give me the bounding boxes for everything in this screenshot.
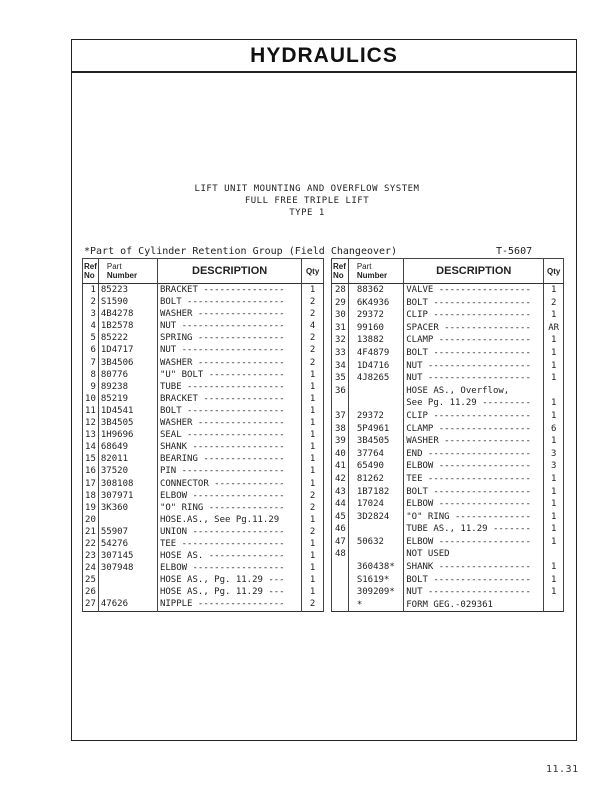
qty-cell: 1 bbox=[544, 360, 564, 373]
ref-no-cell: 34 bbox=[332, 360, 349, 373]
table-row bbox=[83, 344, 324, 356]
table-row bbox=[83, 598, 324, 611]
qty-cell: 1 bbox=[302, 284, 324, 297]
qty-cell: 1 bbox=[302, 441, 324, 453]
table-row bbox=[83, 502, 324, 514]
part-number-cell: 85219 bbox=[98, 393, 157, 405]
part-number-cell: 1B2578 bbox=[98, 320, 157, 332]
part-number-cell: 50632 bbox=[348, 536, 403, 549]
ref-no-cell: 12 bbox=[83, 417, 99, 429]
ref-no-cell: 28 bbox=[332, 284, 349, 297]
ref-no-cell: 9 bbox=[83, 381, 99, 393]
ref-no-cell: 4 bbox=[83, 320, 99, 332]
ref-no-cell bbox=[332, 599, 349, 612]
qty-cell: 1 bbox=[302, 586, 324, 598]
ref-no-cell: 10 bbox=[83, 393, 99, 405]
table-row bbox=[83, 453, 324, 465]
description-cell: CLAMP ----------------- bbox=[404, 334, 544, 347]
qty-cell bbox=[544, 385, 564, 398]
table-row bbox=[332, 498, 564, 511]
ref-no-cell: 15 bbox=[83, 453, 99, 465]
qty-cell: 3 bbox=[544, 448, 564, 461]
ref-no-cell: 2 bbox=[83, 296, 99, 308]
qty-cell: 1 bbox=[302, 574, 324, 586]
part-number-cell: 307971 bbox=[98, 490, 157, 502]
qty-cell: AR bbox=[544, 322, 564, 335]
table-row bbox=[332, 385, 564, 398]
table-row bbox=[332, 448, 564, 461]
part-number-cell: 1H9696 bbox=[98, 429, 157, 441]
part-number-cell: 82011 bbox=[98, 453, 157, 465]
part-number-cell: 307145 bbox=[98, 550, 157, 562]
page-number: 11.31 bbox=[546, 764, 579, 775]
ref-no-cell: 19 bbox=[83, 502, 99, 514]
part-number-cell: 3D2824 bbox=[348, 511, 403, 524]
qty-cell: 1 bbox=[302, 429, 324, 441]
description-cell: BOLT ------------------ bbox=[404, 347, 544, 360]
table-row bbox=[332, 548, 564, 561]
table-row bbox=[332, 372, 564, 385]
description-cell: WASHER ---------------- bbox=[157, 417, 301, 429]
description-cell: See Pg. 11.29 --------- bbox=[404, 397, 544, 410]
part-number-cell: 47626 bbox=[98, 598, 157, 611]
description-cell: ELBOW ----------------- bbox=[404, 536, 544, 549]
description-cell: "O" RING -------------- bbox=[404, 511, 544, 524]
qty-cell: 1 bbox=[302, 453, 324, 465]
ref-no-cell: 21 bbox=[83, 526, 99, 538]
qty-cell: 2 bbox=[302, 502, 324, 514]
qty-cell: 1 bbox=[544, 372, 564, 385]
table-row bbox=[83, 308, 324, 320]
table-row bbox=[83, 429, 324, 441]
qty-cell: 1 bbox=[544, 397, 564, 410]
section-header bbox=[72, 40, 576, 73]
ref-no-cell: 32 bbox=[332, 334, 349, 347]
ref-no-cell: 26 bbox=[83, 586, 99, 598]
description-cell: TEE ------------------- bbox=[404, 473, 544, 486]
ref-no-cell: 43 bbox=[332, 486, 349, 499]
qty-cell: 2 bbox=[302, 308, 324, 320]
qty-cell: 1 bbox=[544, 486, 564, 499]
description-cell: NUT ------------------- bbox=[157, 344, 301, 356]
table-row bbox=[332, 334, 564, 347]
qty-cell: 1 bbox=[302, 478, 324, 490]
qty-cell: 3 bbox=[544, 460, 564, 473]
ref-no-cell: 24 bbox=[83, 562, 99, 574]
qty-cell: 6 bbox=[544, 423, 564, 436]
part-number-cell: 3K360 bbox=[98, 502, 157, 514]
part-number-cell: 37764 bbox=[348, 448, 403, 461]
description-cell: NIPPLE ---------------- bbox=[157, 598, 301, 611]
qty-cell: 1 bbox=[302, 417, 324, 429]
ref-no-cell: 23 bbox=[83, 550, 99, 562]
qty-cell: 1 bbox=[544, 561, 564, 574]
part-number-cell bbox=[98, 514, 157, 526]
description-cell: PIN ------------------- bbox=[157, 465, 301, 477]
ref-no-cell: 25 bbox=[83, 574, 99, 586]
table-row bbox=[332, 410, 564, 423]
ref-no-cell: 40 bbox=[332, 448, 349, 461]
description-cell: END ------------------- bbox=[404, 448, 544, 461]
table-row bbox=[83, 381, 324, 393]
subtitle-line-2: FULL FREE TRIPLE LIFT bbox=[244, 196, 370, 206]
qty-cell: 1 bbox=[544, 309, 564, 322]
ref-no-cell bbox=[332, 561, 349, 574]
table-row bbox=[332, 473, 564, 486]
ref-no-cell: 39 bbox=[332, 435, 349, 448]
ref-no-cell: 27 bbox=[83, 598, 99, 611]
description-cell: CONNECTOR ------------- bbox=[157, 478, 301, 490]
header-part-number: Part Number bbox=[98, 259, 157, 284]
qty-cell: 1 bbox=[544, 523, 564, 536]
qty-cell: 1 bbox=[544, 586, 564, 599]
description-cell: HOSE AS., Pg. 11.29 --- bbox=[157, 586, 301, 598]
part-number-cell: 3B4506 bbox=[98, 357, 157, 369]
description-cell: FORM GEG.-029361 bbox=[404, 599, 544, 612]
description-cell: WASHER ---------------- bbox=[404, 435, 544, 448]
description-cell: BOLT ------------------ bbox=[157, 296, 301, 308]
table-row bbox=[83, 586, 324, 598]
description-cell: TUBE ------------------ bbox=[157, 381, 301, 393]
description-cell: WASHER ---------------- bbox=[157, 357, 301, 369]
description-cell: NUT ------------------- bbox=[404, 372, 544, 385]
ref-no-cell: 41 bbox=[332, 460, 349, 473]
part-number-cell: 1D4541 bbox=[98, 405, 157, 417]
part-number-cell bbox=[98, 586, 157, 598]
part-number-cell: * bbox=[348, 599, 403, 612]
description-cell: BRACKET --------------- bbox=[157, 284, 301, 297]
ref-no-cell bbox=[332, 586, 349, 599]
part-number-cell: 1D4717 bbox=[98, 344, 157, 356]
table-row bbox=[332, 523, 564, 536]
description-cell: BOLT ------------------ bbox=[404, 297, 544, 310]
ref-no-cell: 42 bbox=[332, 473, 349, 486]
qty-cell: 1 bbox=[302, 514, 324, 526]
part-number-cell: S1619* bbox=[348, 574, 403, 587]
table-row bbox=[83, 514, 324, 526]
qty-cell: 1 bbox=[544, 536, 564, 549]
ref-no-cell: 47 bbox=[332, 536, 349, 549]
qty-cell: 1 bbox=[544, 498, 564, 511]
ref-no-cell: 30 bbox=[332, 309, 349, 322]
ref-no-cell: 22 bbox=[83, 538, 99, 550]
part-number-cell: 65490 bbox=[348, 460, 403, 473]
part-number-cell: 4J8265 bbox=[348, 372, 403, 385]
part-number-cell: 308108 bbox=[98, 478, 157, 490]
ref-no-cell: 38 bbox=[332, 423, 349, 436]
ref-no-cell: 20 bbox=[83, 514, 99, 526]
ref-no-cell: 18 bbox=[83, 490, 99, 502]
header-ref-no: Ref No bbox=[332, 259, 349, 284]
qty-cell: 2 bbox=[302, 296, 324, 308]
part-number-cell: 4B4278 bbox=[98, 308, 157, 320]
part-number-cell: 3B4505 bbox=[348, 435, 403, 448]
description-cell: SEAL ------------------ bbox=[157, 429, 301, 441]
header-qty: Qty bbox=[544, 259, 564, 284]
qty-cell bbox=[544, 548, 564, 561]
table-row bbox=[83, 490, 324, 502]
table-row bbox=[332, 309, 564, 322]
ref-no-cell bbox=[332, 574, 349, 587]
table-row bbox=[83, 320, 324, 332]
part-number-cell: 68649 bbox=[98, 441, 157, 453]
table-header-row bbox=[83, 259, 324, 284]
ref-no-cell: 1 bbox=[83, 284, 99, 297]
part-number-cell: 5P4961 bbox=[348, 423, 403, 436]
qty-cell: 1 bbox=[544, 410, 564, 423]
description-cell: "U" BOLT -------------- bbox=[157, 369, 301, 381]
qty-cell: 1 bbox=[302, 369, 324, 381]
qty-cell: 1 bbox=[544, 284, 564, 297]
description-cell: NUT ------------------- bbox=[157, 320, 301, 332]
subtitle-line-1: LIFT UNIT MOUNTING AND OVERFLOW SYSTEM bbox=[194, 184, 420, 194]
table-row bbox=[332, 536, 564, 549]
table-row bbox=[83, 478, 324, 490]
description-cell: BOLT ------------------ bbox=[404, 486, 544, 499]
description-cell: "O" RING -------------- bbox=[157, 502, 301, 514]
table-row bbox=[332, 284, 564, 297]
table-row bbox=[332, 297, 564, 310]
parts-table-left bbox=[82, 258, 324, 612]
part-number-cell: 80776 bbox=[98, 369, 157, 381]
part-number-cell: 3B4505 bbox=[98, 417, 157, 429]
part-number-cell bbox=[98, 574, 157, 586]
header-part-number: Part Number bbox=[348, 259, 403, 284]
table-row bbox=[83, 526, 324, 538]
table-row bbox=[332, 397, 564, 410]
description-cell: TEE ------------------- bbox=[157, 538, 301, 550]
qty-cell: 2 bbox=[302, 344, 324, 356]
description-cell: SHANK ----------------- bbox=[157, 441, 301, 453]
table-row bbox=[83, 393, 324, 405]
part-number-cell: 88362 bbox=[348, 284, 403, 297]
table-row bbox=[332, 322, 564, 335]
ref-no-cell: 13 bbox=[83, 429, 99, 441]
description-cell: HOSE AS. -------------- bbox=[157, 550, 301, 562]
qty-cell: 2 bbox=[302, 490, 324, 502]
ref-no-cell: 33 bbox=[332, 347, 349, 360]
qty-cell: 1 bbox=[302, 393, 324, 405]
part-number-cell: 1D4716 bbox=[348, 360, 403, 373]
section-title: HYDRAULICS bbox=[250, 43, 398, 67]
ref-no-cell: 31 bbox=[332, 322, 349, 335]
ref-no-cell: 14 bbox=[83, 441, 99, 453]
part-number-cell bbox=[348, 397, 403, 410]
ref-no-cell: 16 bbox=[83, 465, 99, 477]
table-row bbox=[83, 284, 324, 297]
ref-no-cell: 44 bbox=[332, 498, 349, 511]
qty-cell: 2 bbox=[302, 332, 324, 344]
qty-cell: 1 bbox=[544, 574, 564, 587]
part-number-cell: 37520 bbox=[98, 465, 157, 477]
table-row bbox=[83, 332, 324, 344]
ref-no-cell: 11 bbox=[83, 405, 99, 417]
part-number-cell: 85223 bbox=[98, 284, 157, 297]
table-row bbox=[332, 347, 564, 360]
description-cell: ELBOW ----------------- bbox=[404, 460, 544, 473]
description-cell: BRACKET --------------- bbox=[157, 393, 301, 405]
part-number-cell: 360438* bbox=[348, 561, 403, 574]
qty-cell: 2 bbox=[302, 598, 324, 611]
description-cell: CLIP ------------------ bbox=[404, 309, 544, 322]
part-number-cell: 13882 bbox=[348, 334, 403, 347]
qty-cell: 2 bbox=[302, 526, 324, 538]
part-number-cell: 1B7182 bbox=[348, 486, 403, 499]
part-number-cell: 85222 bbox=[98, 332, 157, 344]
table-row bbox=[83, 357, 324, 369]
description-cell: CLIP ------------------ bbox=[404, 410, 544, 423]
description-cell: HOSE.AS., See Pg.11.29 bbox=[157, 514, 301, 526]
part-number-cell: 29372 bbox=[348, 309, 403, 322]
ref-no-cell: 7 bbox=[83, 357, 99, 369]
part-number-cell: S1590 bbox=[98, 296, 157, 308]
qty-cell: 1 bbox=[544, 473, 564, 486]
qty-cell: 2 bbox=[302, 357, 324, 369]
description-cell: SPRING ---------------- bbox=[157, 332, 301, 344]
description-cell: SPACER ---------------- bbox=[404, 322, 544, 335]
part-number-cell: 55907 bbox=[98, 526, 157, 538]
table-row bbox=[83, 574, 324, 586]
qty-cell: 1 bbox=[302, 405, 324, 417]
ref-no-cell bbox=[332, 397, 349, 410]
qty-cell: 1 bbox=[544, 435, 564, 448]
ref-no-cell: 45 bbox=[332, 511, 349, 524]
part-number-cell: 4F4879 bbox=[348, 347, 403, 360]
ref-no-cell: 5 bbox=[83, 332, 99, 344]
part-number-cell: 6K4936 bbox=[348, 297, 403, 310]
qty-cell: 1 bbox=[302, 538, 324, 550]
table-row bbox=[83, 405, 324, 417]
part-number-cell bbox=[348, 548, 403, 561]
qty-cell: 1 bbox=[302, 381, 324, 393]
part-number-cell: 17024 bbox=[348, 498, 403, 511]
description-cell: BEARING --------------- bbox=[157, 453, 301, 465]
table-row bbox=[332, 561, 564, 574]
part-number-cell: 54276 bbox=[98, 538, 157, 550]
part-number-cell: 29372 bbox=[348, 410, 403, 423]
part-number-cell bbox=[348, 385, 403, 398]
qty-cell: 1 bbox=[302, 550, 324, 562]
table-row bbox=[83, 369, 324, 381]
description-cell: VALVE ----------------- bbox=[404, 284, 544, 297]
header-qty: Qty bbox=[302, 259, 324, 284]
table-row bbox=[332, 460, 564, 473]
qty-cell: 4 bbox=[302, 320, 324, 332]
description-cell: BOLT ------------------ bbox=[157, 405, 301, 417]
description-cell: NUT ------------------- bbox=[404, 586, 544, 599]
description-cell: HOSE AS., Pg. 11.29 --- bbox=[157, 574, 301, 586]
table-row bbox=[332, 574, 564, 587]
qty-cell: 1 bbox=[302, 465, 324, 477]
description-cell: WASHER ---------------- bbox=[157, 308, 301, 320]
ref-no-cell: 37 bbox=[332, 410, 349, 423]
table-row bbox=[332, 486, 564, 499]
header-description: DESCRIPTION bbox=[157, 259, 301, 284]
table-row bbox=[83, 538, 324, 550]
qty-cell: 1 bbox=[544, 347, 564, 360]
ref-no-cell: 8 bbox=[83, 369, 99, 381]
description-cell: NUT ------------------- bbox=[404, 360, 544, 373]
table-row bbox=[332, 511, 564, 524]
part-number-cell: 99160 bbox=[348, 322, 403, 335]
table-row bbox=[83, 550, 324, 562]
description-cell: ELBOW ----------------- bbox=[157, 562, 301, 574]
qty-cell bbox=[544, 599, 564, 612]
table-row bbox=[83, 296, 324, 308]
ref-no-cell: 3 bbox=[83, 308, 99, 320]
qty-cell: 1 bbox=[544, 511, 564, 524]
description-cell: CLAMP ----------------- bbox=[404, 423, 544, 436]
qty-cell: 1 bbox=[544, 334, 564, 347]
subtitle-line-3: TYPE 1 bbox=[289, 208, 325, 218]
table-row bbox=[83, 441, 324, 453]
qty-cell: 1 bbox=[302, 562, 324, 574]
table-row bbox=[332, 360, 564, 373]
part-number-cell: 307948 bbox=[98, 562, 157, 574]
part-number-cell: 309209* bbox=[348, 586, 403, 599]
header-ref-no: Ref No bbox=[83, 259, 99, 284]
description-cell: TUBE AS., 11.29 ------- bbox=[404, 523, 544, 536]
part-number-cell bbox=[348, 523, 403, 536]
footnote-cylinder-retention: *Part of Cylinder Retention Group (Field Changeover) bbox=[84, 246, 398, 257]
ref-no-cell: 17 bbox=[83, 478, 99, 490]
header-description: DESCRIPTION bbox=[404, 259, 544, 284]
ref-no-cell: 35 bbox=[332, 372, 349, 385]
part-number-cell: 81262 bbox=[348, 473, 403, 486]
table-row bbox=[332, 599, 564, 612]
description-cell: ELBOW ----------------- bbox=[157, 490, 301, 502]
table-header-row bbox=[332, 259, 564, 284]
table-row bbox=[83, 562, 324, 574]
description-cell: SHANK ----------------- bbox=[404, 561, 544, 574]
part-number-cell: 89238 bbox=[98, 381, 157, 393]
figure-number: T-5607 bbox=[496, 246, 533, 257]
description-cell: ELBOW ----------------- bbox=[404, 498, 544, 511]
table-row bbox=[83, 465, 324, 477]
description-cell: NOT USED bbox=[404, 548, 544, 561]
ref-no-cell: 36 bbox=[332, 385, 349, 398]
table-row bbox=[83, 417, 324, 429]
ref-no-cell: 29 bbox=[332, 297, 349, 310]
parts-table-right bbox=[331, 258, 564, 612]
description-cell: UNION ----------------- bbox=[157, 526, 301, 538]
table-row bbox=[332, 423, 564, 436]
ref-no-cell: 6 bbox=[83, 344, 99, 356]
description-cell: BOLT ------------------ bbox=[404, 574, 544, 587]
table-row bbox=[332, 435, 564, 448]
qty-cell: 2 bbox=[544, 297, 564, 310]
table-row bbox=[332, 586, 564, 599]
ref-no-cell: 48 bbox=[332, 548, 349, 561]
ref-no-cell: 46 bbox=[332, 523, 349, 536]
description-cell: HOSE AS., Overflow, bbox=[404, 385, 544, 398]
